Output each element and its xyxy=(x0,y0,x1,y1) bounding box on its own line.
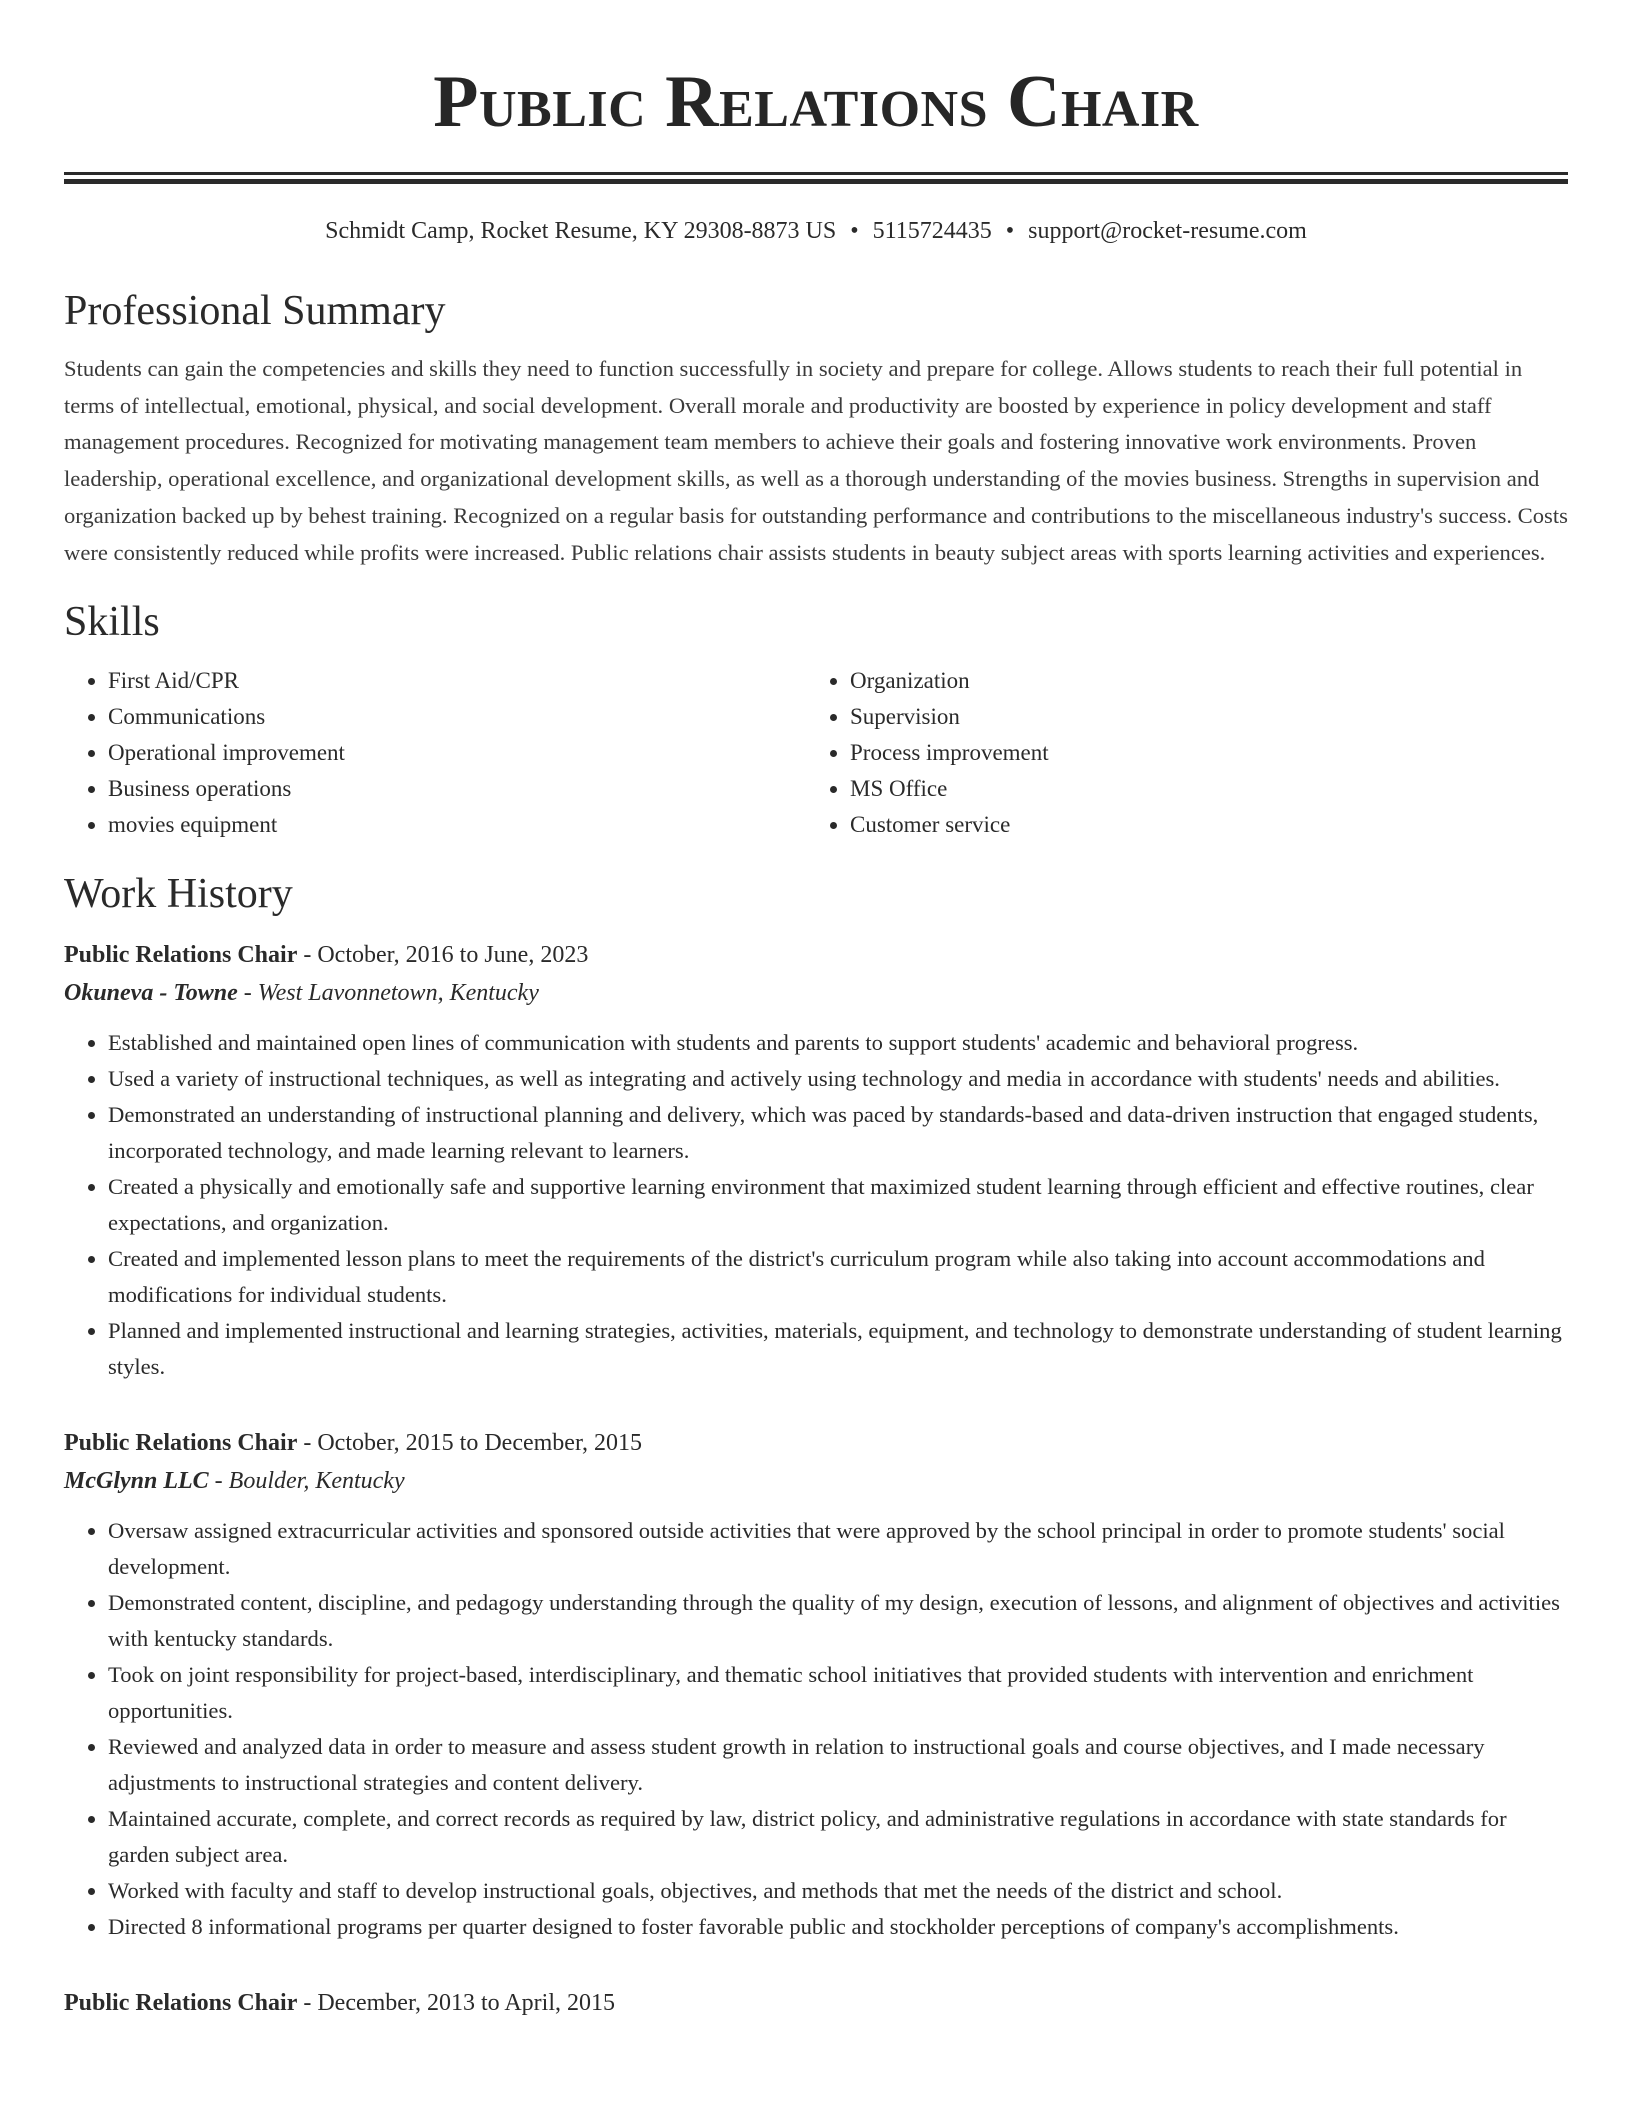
contact-email: support@rocket-resume.com xyxy=(1028,218,1307,244)
job-bullet: • Maintained accurate, complete, and correct records as required by law, district policy, and administrative regulations in accordance with state standards for garden subject area. xyxy=(108,1801,1568,1873)
job-bullets xyxy=(64,1513,1568,1945)
job-header xyxy=(64,1425,1568,1461)
skills-list xyxy=(64,663,1568,843)
job-role: Public Relations Chair xyxy=(64,1430,298,1457)
skill-item: • Communications xyxy=(108,699,806,735)
job-company: Okuneva - Towne xyxy=(64,980,238,1007)
skills-column-left xyxy=(64,663,806,843)
skill-item: • Process improvement xyxy=(850,735,1548,771)
header-divider xyxy=(64,172,1568,184)
contact-phone: 5115724435 xyxy=(872,218,992,244)
job-bullet: • Planned and implemented instructional and learning strategies, activities, materials, equipment, and technology to demonstrate understanding of student learning styles. xyxy=(108,1313,1568,1385)
job-location: - West Lavonnetown, Kentucky xyxy=(237,980,539,1007)
job-header xyxy=(64,937,1568,973)
skill-item: • First Aid/CPR xyxy=(108,663,806,699)
job-role: Public Relations Chair xyxy=(64,1990,298,2017)
summary-text: Students can gain the competencies and skills they need to function successfully in society and prepare for college. Allows students to reach their full potential in terms of intellectual, emotional, physical, and social development. Overall morale and productivity are boosted by experience in policy development and staff management procedures. Recognized for motivating management team members to achieve their goals and fostering innovative work environments. Proven leadership, operational excellence, and organizational development skills, as well as a thorough understanding of the movies business. Strengths in supervision and organization backed up by behest training. Recognized on a regular basis for outstanding performance and contributions to the miscellaneous industry's success. Costs were consistently reduced while profits were increased. Public relations chair assists students in beauty subject areas with sports learning activities and experiences. xyxy=(64,356,1568,565)
skills-heading: Skills xyxy=(64,599,160,646)
job-bullet: • Reviewed and analyzed data in order to measure and assess student growth in relation to instructional goals and course objectives, and I made necessary adjustments to instructional strategies and content delivery. xyxy=(108,1729,1568,1801)
job-bullet: • Established and maintained open lines of communication with students and parents to support students' academic and behavioral progress. xyxy=(108,1025,1568,1061)
skills-column-right xyxy=(806,663,1548,843)
summary-heading: Professional Summary xyxy=(64,288,446,334)
job-entry xyxy=(64,937,1568,1385)
job-company: McGlynn LLC xyxy=(64,1468,209,1495)
skill-item: • Business operations xyxy=(108,771,806,807)
job-bullets xyxy=(64,1025,1568,1385)
job-company-line xyxy=(64,1461,1568,1501)
job-bullet: • Directed 8 informational programs per quarter designed to foster favorable public and stockholder perceptions of company's accomplishments. xyxy=(108,1909,1568,1945)
job-bullet: • Oversaw assigned extracurricular activities and sponsored outside activities that were approved by the school principal in order to promote students' social development. xyxy=(108,1513,1568,1585)
contact-separator: • xyxy=(1005,218,1015,244)
job-bullet: • Demonstrated content, discipline, and pedagogy understanding through the quality of my design, execution of lessons, and alignment of objectives and activities with kentucky standards. xyxy=(108,1585,1568,1657)
job-bullet: • Used a variety of instructional techniques, as well as integrating and actively using technology and media in accordance with students' needs and abilities. xyxy=(108,1061,1568,1097)
job-dates: - October, 2015 to December, 2015 xyxy=(297,1430,642,1457)
job-bullet: • Created a physically and emotionally safe and supportive learning environment that maximized student learning through efficient and effective routines, clear expectations, and organization. xyxy=(108,1169,1568,1241)
job-company-line xyxy=(64,973,1568,1013)
skill-item: • Supervision xyxy=(850,699,1548,735)
job-bullet: • Demonstrated an understanding of instructional planning and delivery, which was paced by standards-based and data-driven instruction that engaged students, incorporated technology, and made learning relevant to learners. xyxy=(108,1097,1568,1169)
skill-item: • Organization xyxy=(850,663,1548,699)
work-history-heading: Work History xyxy=(64,871,293,918)
job-role: Public Relations Chair xyxy=(64,942,298,969)
job-header xyxy=(64,1985,1568,2021)
skill-item: • MS Office xyxy=(850,771,1548,807)
job-entry xyxy=(64,1985,1568,2021)
resume-name: Public Relations Chair xyxy=(433,61,1199,143)
job-dates: - October, 2016 to June, 2023 xyxy=(297,942,589,969)
skill-item: • movies equipment xyxy=(108,807,806,843)
job-dates: - December, 2013 to April, 2015 xyxy=(297,1990,615,2017)
job-entry xyxy=(64,1425,1568,1945)
skill-item: • Customer service xyxy=(850,807,1548,843)
skill-item: • Operational improvement xyxy=(108,735,806,771)
resume-page xyxy=(64,0,1568,2021)
job-bullet: • Worked with faculty and staff to develop instructional goals, objectives, and methods that met the needs of the district and school. xyxy=(108,1873,1568,1909)
job-location: - Boulder, Kentucky xyxy=(208,1468,405,1495)
contact-line xyxy=(64,216,1568,246)
job-bullet: • Took on joint responsibility for project-based, interdisciplinary, and thematic school initiatives that provided students with intervention and enrichment opportunities. xyxy=(108,1657,1568,1729)
job-bullet: • Created and implemented lesson plans to meet the requirements of the district's curriculum program while also taking into account accommodations and modifications for individual students. xyxy=(108,1241,1568,1313)
contact-separator: • xyxy=(850,218,859,244)
contact-address: Schmidt Camp, Rocket Resume, KY 29308-8873 US xyxy=(325,218,837,244)
